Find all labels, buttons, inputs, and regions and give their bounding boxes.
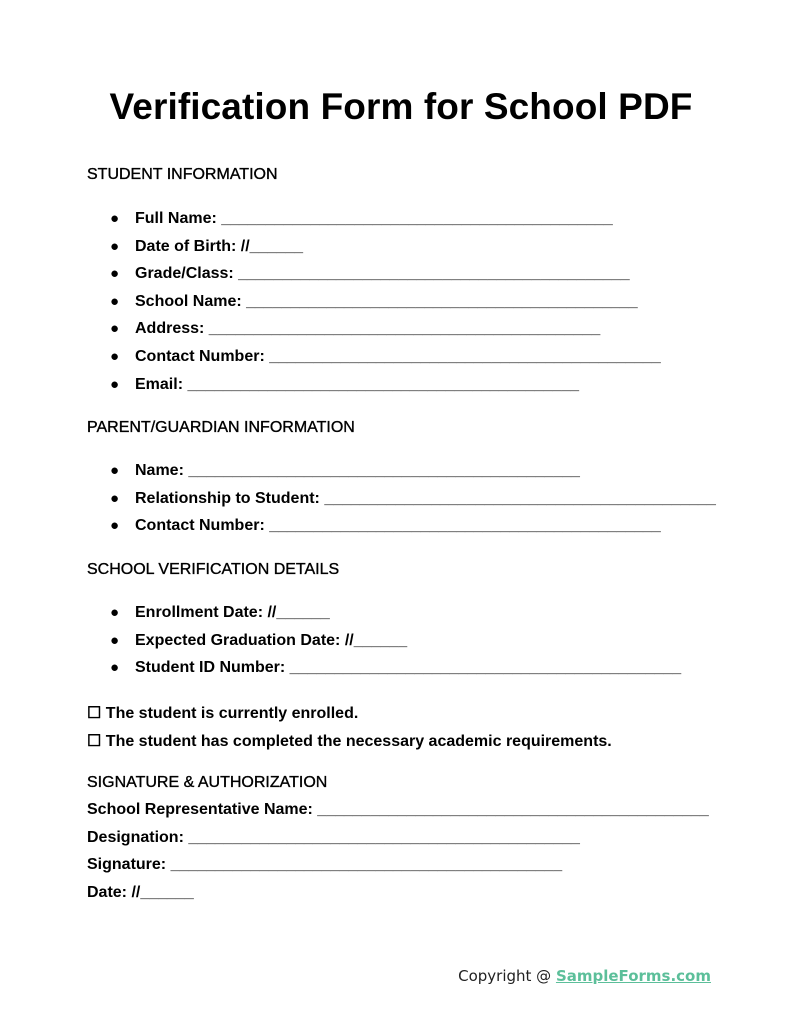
- list-item[interactable]: [110, 631, 681, 659]
- footer-copyright: [458, 967, 711, 985]
- page-title: Verification Form for School PDF: [109, 86, 693, 127]
- field-signature[interactable]: Signature: ____________________________________________: [87, 856, 563, 874]
- bullet-icon: ●: [110, 489, 120, 507]
- bullet-icon: ●: [110, 210, 120, 227]
- list-item[interactable]: [110, 292, 661, 320]
- signature-block: [87, 773, 709, 910]
- field-full-name[interactable]: Full Name: ____________________________________________: [135, 210, 613, 227]
- field-grade-class[interactable]: Grade/Class: ____________________________________________: [135, 265, 630, 283]
- field-enrollment-date[interactable]: Enrollment Date: //______: [135, 604, 330, 621]
- student-info-heading: STUDENT INFORMATION: [87, 166, 278, 183]
- field-student-id[interactable]: Student ID Number: ____________________________________________: [135, 659, 682, 677]
- list-item[interactable]: [110, 209, 661, 237]
- school-verification-heading: SCHOOL VERIFICATION DETAILS: [87, 561, 340, 578]
- field-parent-name[interactable]: Name: ____________________________________________: [135, 462, 580, 479]
- field-email[interactable]: Email: ____________________________________________: [135, 375, 579, 393]
- list-item[interactable]: [110, 319, 661, 347]
- bullet-icon: ●: [110, 375, 120, 393]
- parent-info-heading: PARENT/GUARDIAN INFORMATION: [87, 419, 355, 436]
- checkbox-completed-requirements[interactable]: ☐ The student has completed the necessary academic requirements.: [87, 733, 612, 750]
- checkbox-currently-enrolled[interactable]: ☐ The student is currently enrolled.: [87, 705, 359, 722]
- bullet-icon: ●: [110, 517, 120, 535]
- list-item[interactable]: [110, 603, 681, 631]
- copyright-text: Copyright @: [458, 967, 556, 985]
- bullet-icon: ●: [110, 631, 120, 649]
- bullet-icon: ●: [110, 237, 120, 255]
- field-address[interactable]: Address: ____________________________________________: [135, 320, 601, 338]
- list-item[interactable]: [110, 658, 681, 686]
- field-graduation-date[interactable]: Expected Graduation Date: //______: [135, 631, 408, 649]
- signature-heading: SIGNATURE & AUTHORIZATION: [87, 774, 328, 791]
- field-representative-name[interactable]: School Representative Name: ____________________________________________: [87, 801, 709, 819]
- bullet-icon: ●: [110, 320, 120, 338]
- school-verification-list: [110, 603, 681, 686]
- field-date[interactable]: Date: //______: [87, 883, 194, 901]
- list-item[interactable]: [110, 347, 661, 375]
- field-school-name[interactable]: School Name: ____________________________________________: [135, 292, 638, 310]
- sampleforms-link[interactable]: SampleForms.com: [555, 967, 711, 985]
- list-item[interactable]: [110, 516, 716, 544]
- bullet-icon: ●: [110, 462, 120, 479]
- student-info-list: [110, 209, 661, 402]
- bullet-icon: ●: [110, 659, 120, 677]
- list-item[interactable]: [110, 489, 716, 517]
- bullet-icon: ●: [110, 604, 120, 621]
- field-designation[interactable]: Designation: ____________________________________________: [87, 828, 580, 846]
- field-contact-number[interactable]: Contact Number: ____________________________________________: [135, 347, 661, 365]
- field-parent-contact[interactable]: Contact Number: ____________________________________________: [135, 517, 661, 535]
- field-relationship[interactable]: Relationship to Student: ____________________________________________: [135, 489, 716, 507]
- parent-info-list: [110, 461, 716, 544]
- bullet-icon: ●: [110, 292, 120, 310]
- list-item[interactable]: [110, 461, 716, 489]
- list-item[interactable]: [110, 237, 661, 265]
- bullet-icon: ●: [110, 265, 120, 283]
- bullet-icon: ●: [110, 347, 120, 365]
- field-date-of-birth[interactable]: Date of Birth: //______: [135, 237, 304, 255]
- list-item[interactable]: [110, 264, 661, 292]
- list-item[interactable]: [110, 375, 661, 403]
